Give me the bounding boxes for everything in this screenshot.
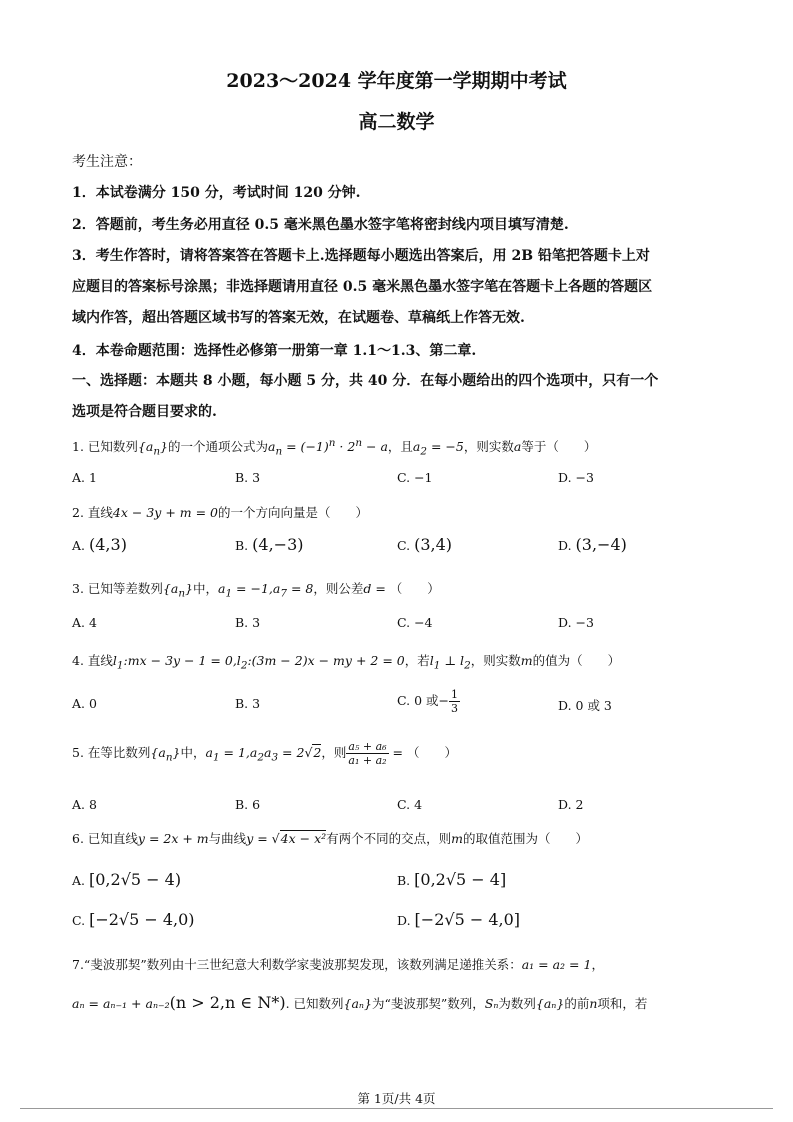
q3-option-c: C. −4 xyxy=(397,615,433,630)
q1-option-d: D. −3 xyxy=(558,470,594,485)
q2-option-b: B. (4,−3) xyxy=(235,535,304,554)
q2-option-c: C. (3,4) xyxy=(397,535,453,554)
question-2-stem: 2. 直线4x − 3y + m = 0的一个方向向量是（ ） xyxy=(72,505,369,520)
exam-subtitle: 高二数学 xyxy=(358,111,435,133)
footer-divider xyxy=(20,1108,773,1109)
q6-option-b: B. [0,2√5 − 4] xyxy=(397,870,507,889)
q1-option-c: C. −1 xyxy=(397,470,433,485)
exam-title: 2023～2024 学年度第一学期期中考试 xyxy=(226,70,567,92)
condition: $a_2 = -5$ xyxy=(412,439,464,458)
q4-option-a: A. 0 xyxy=(72,696,97,711)
question-1-stem: 1. 已知数列$\{a_n\}$的一个通项公式为$a_n = (-1)^n \cdot 2^n - a$，且$a_2 = -5$，则实数a等于（ ） xyxy=(72,437,597,458)
section-heading-line2: 选项是符合题目要求的. xyxy=(72,404,217,420)
question-4-stem: 4. 直线$l_1:mx - 3y - 1$ = $0,l_2:(3m - 2)x$ − my + 2 = 0，若$l_1$ ⊥ $l_2$，则实数m的值为（ ） xyxy=(72,653,621,672)
general-term-formula: $a_n = (-1)^n \cdot 2^n - a$ xyxy=(267,437,388,458)
q5-option-b: B. 6 xyxy=(235,797,261,812)
q2-option-d: D. (3,−4) xyxy=(558,535,627,554)
q3-option-a: A. 4 xyxy=(72,615,97,630)
sequence-notation: $\{a_n\}$ xyxy=(137,439,168,458)
q4-option-d: D. 0 或 3 xyxy=(558,698,612,713)
notice-item-2: 2．答题前，考生务必用直径 0.5 毫米黑色墨水签字笔将密封线内项目填写清楚. xyxy=(72,217,569,233)
notice-item-3: 3．考生作答时，请将答案答在答题卡上.选择题每小题选出答案后，用 2B 铅笔把答题卡上对 xyxy=(72,248,650,264)
question-3-stem: 3. 已知等差数列$\{a_n\}$中，$a_1 = -1,a_7 = 8$，则公差d = （ ） xyxy=(72,581,440,600)
q3-option-d: D. −3 xyxy=(558,615,594,630)
question-6-stem: 6. 已知直线y = 2x + m与曲线y = √4x − x²有两个不同的交点，则m的取值范围为（ ） xyxy=(72,831,589,846)
q1-option-a: A. 1 xyxy=(72,470,97,485)
q3-option-b: B. 3 xyxy=(235,615,261,630)
notice-item-3-cont: 应题目的答案标号涂黑；非选择题请用直径 0.5 毫米黑色墨水签字笔在答题卡上各题的答题区 xyxy=(72,279,653,295)
q5-option-c: C. 4 xyxy=(397,797,423,812)
notice-heading: 考生注意： xyxy=(72,154,142,170)
question-5-stem: 5. 在等比数列$\{a_n\}$中，$a_1 = 1,a_2a_3 = 2√2$，则 $\frac{\text{a₅ + a₆}}{\text{a₁ + a₂}}$ = （ ） xyxy=(72,740,457,767)
q6-option-d: D. [−2√5 − 4,0] xyxy=(397,910,521,929)
question-7-stem-line1: 7.“斐波那契”数列由十三世纪意大利数学家斐波那契发现，该数列满足递推关系：a₁ = a₂ = 1， xyxy=(72,957,604,972)
q4-option-c: C. 0 或− $\frac{1}{3}$ xyxy=(397,688,458,715)
notice-item-1: 1．本试卷满分 150 分，考试时间 120 分钟. xyxy=(72,185,361,201)
q6-option-a: A. [0,2√5 − 4) xyxy=(72,870,182,889)
fraction: $\frac{\text{a₅ + a₆}}{\text{a₁ + a₂}}$ xyxy=(348,740,387,767)
q1-option-b: B. 3 xyxy=(235,470,261,485)
q4-option-b: B. 3 xyxy=(235,696,261,711)
section-heading-line1: 一、选择题：本题共 8 小题，每小题 5 分，共 40 分．在每小题给出的四个选项中，只有一个 xyxy=(72,373,659,389)
q2-option-a: A. (4,3) xyxy=(72,535,127,554)
q5-option-a: A. 8 xyxy=(72,797,97,812)
page-footer: 第 1页/共 4页 xyxy=(357,1091,436,1106)
q5-option-d: D. 2 xyxy=(558,797,584,812)
notice-item-4: 4．本卷命题范围：选择性必修第一册第一章 1.1～1.3、第二章. xyxy=(72,343,477,359)
notice-item-3-cont2: 域内作答，超出答题区域书写的答案无效，在试题卷、草稿纸上作答无效. xyxy=(72,310,525,326)
question-7-stem-line2: aₙ = aₙ₋₁ + aₙ₋₂(n > 2,n ∈ N*). 已知数列{aₙ}为“斐波那契”数列，Sₙ为数列{aₙ}的前n项和，若 xyxy=(72,993,648,1012)
q6-option-c: C. [−2√5 − 4,0) xyxy=(72,910,195,929)
